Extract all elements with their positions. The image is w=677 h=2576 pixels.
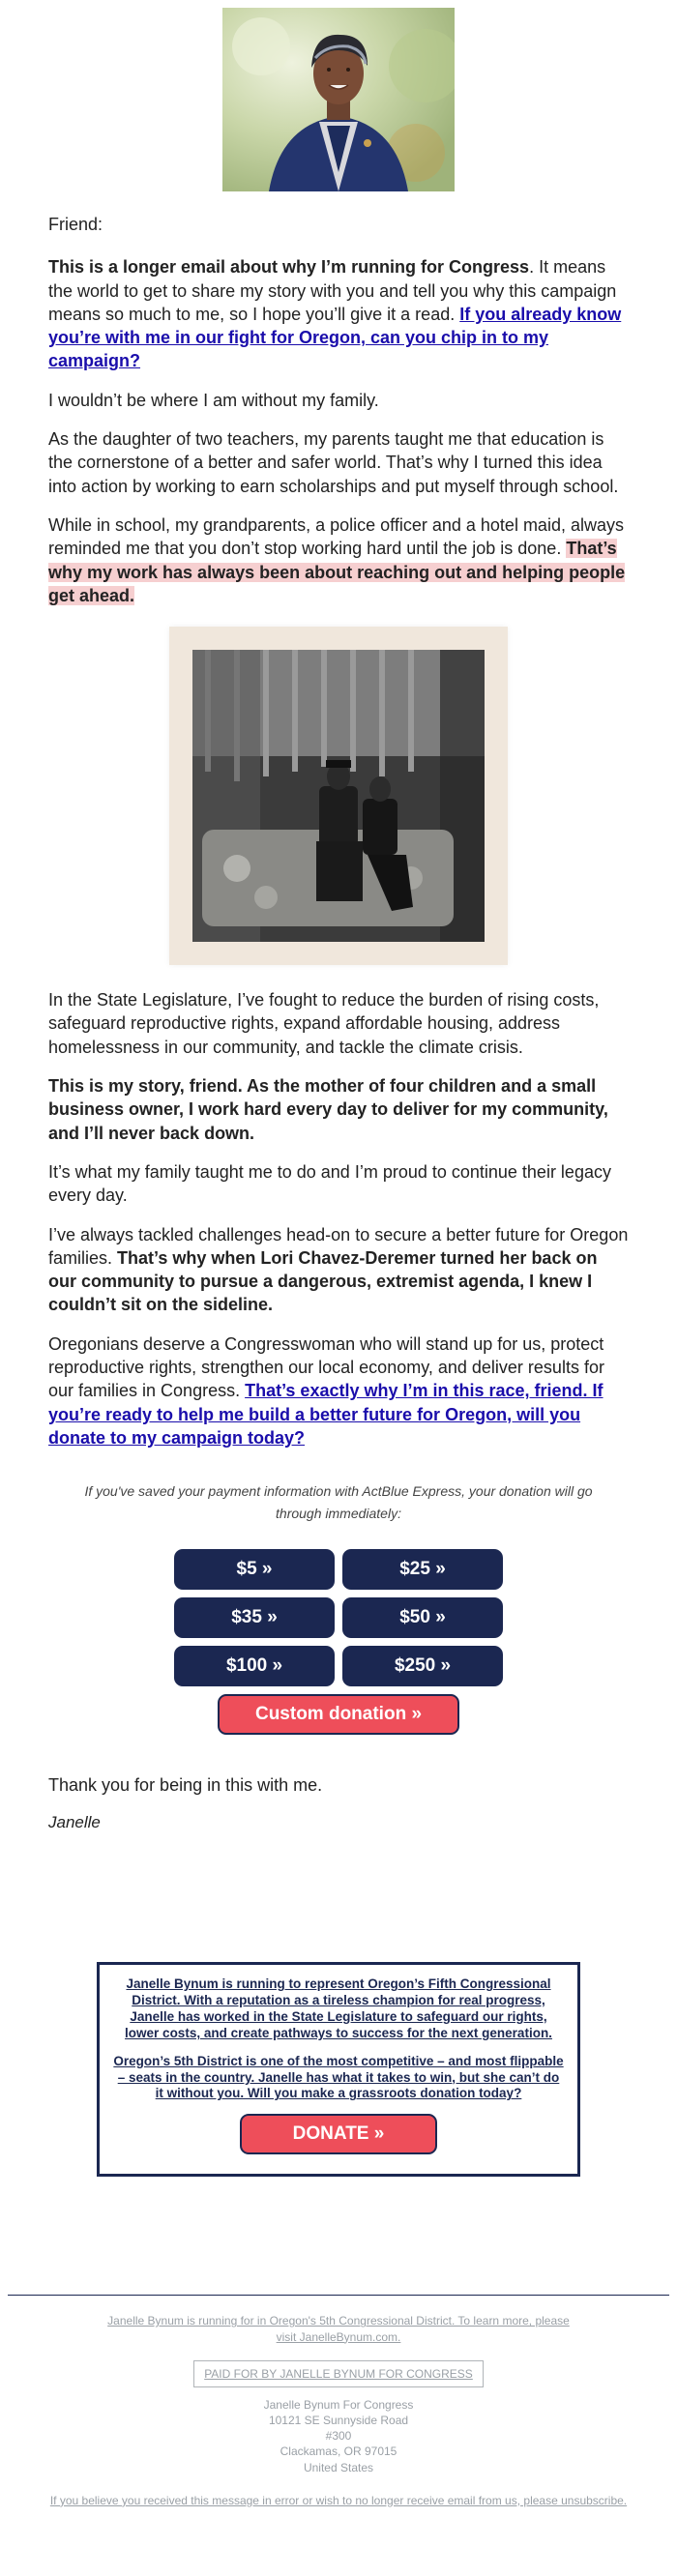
email-body (0, 8, 677, 2524)
challenges-text: I’ve always tackled challenges head-on to secure a better future for Oregon families. (48, 1224, 629, 1268)
legacy-paragraph: It’s what my family taught me to do and I’m proud to continue their legacy every day. (48, 1161, 611, 1206)
address-line: United States (303, 2460, 374, 2474)
vintage-family-photo (169, 627, 508, 965)
challenges-paragraph (48, 1223, 629, 1317)
challenges-bold: That’s why when Lori Chavez-Deremer turned her back on our community to pursue a dangerous, extremist agenda, I knew I couldn’t sit on the sideline. (48, 1247, 598, 1315)
donate-50-button[interactable]: $50 » (342, 1597, 503, 1638)
donate-250-button[interactable]: $250 » (342, 1646, 503, 1686)
intro-bold: This is a longer email about why I’m running for Congress (48, 257, 530, 278)
story-paragraph (48, 1074, 629, 1145)
family-paragraph: I wouldn’t be where I am without my family. (48, 390, 379, 410)
address-line: Janelle Bynum For Congress (263, 2397, 414, 2412)
donation-buttons (174, 1549, 503, 1686)
info-box (97, 1962, 580, 2177)
story-bold: This is my story, friend. As the mother of four children and a small business owner, I work hard every day to deliver for my community, and I’ll never back down. (48, 1076, 608, 1143)
congresswoman-text: Oregonians deserve a Congresswoman who will stand up for us, protect reproductive rights, strengthen our local economy, and deliver results for our families in Congress. (48, 1333, 604, 1401)
intro-paragraph (48, 255, 629, 372)
footer-divider (8, 2295, 669, 2296)
address-line: #300 (325, 2429, 352, 2444)
donate-100-button[interactable]: $100 » (174, 1646, 335, 1686)
grandparents-paragraph (48, 513, 629, 607)
donate-25-button[interactable]: $25 » (342, 1549, 503, 1590)
education-paragraph: As the daughter of two teachers, my parents taught me that education is the cornerstone of a better and safer world. That’s why I turned this idea into action by working to earn scholarships and put myself through school. (48, 429, 619, 496)
legislature-paragraph: In the State Legislature, I’ve fought to reduce the burden of rising costs, safeguard reproductive rights, expand affordable housing, address homelessness in our community, and tackle the climate crisis. (48, 990, 600, 1057)
donate-5-button[interactable]: $5 » (174, 1549, 335, 1590)
chip-in-link[interactable]: If you already know you’re with me in our fight for Oregon, can you chip in to my campaign? (48, 304, 622, 371)
info-box-text-2[interactable]: Oregon’s 5th District is one of the most competitive – and most flippable – seats in the country. Janelle has what it takes to win, but she can’t do it without you. Will you make a grassroots donation today? (113, 2053, 564, 2101)
footer (0, 2313, 677, 2524)
donate-35-button[interactable]: $35 » (174, 1597, 335, 1638)
vintage-photo-image (169, 627, 508, 965)
closing (0, 1773, 677, 1834)
address-line: 10121 SE Sunnyside Road (268, 2414, 409, 2428)
info-box-text-1[interactable]: Janelle Bynum is running to represent Oregon’s Fifth Congressional District. With a reputation as a tireless champion for real progress, Janelle has worked in the State Legislature to safeguard our rights, lower costs, and create pathways to success for the next generation. (125, 1976, 552, 2040)
grandparents-text: While in school, my grandparents, a police officer and a hotel maid, always reminded me that you don’t stop working hard until the job is done. (48, 514, 624, 559)
unsubscribe-text (0, 2493, 677, 2524)
donate-today-link[interactable]: That’s exactly why I’m in this race, friend. If you’re ready to help me build a better future for Oregon, will you donate to my campaign today? (48, 1381, 603, 1448)
candidate-portrait-image (222, 8, 455, 191)
thanks-text: Thank you for being in this with me. (48, 1774, 323, 1795)
box-donate-button[interactable]: DONATE » (240, 2114, 437, 2154)
intro-text: . It means the world to get to share my story with you and tell you why this campaign means so much to me, so I hope you’ll give it a read. (48, 257, 617, 324)
congresswoman-paragraph (48, 1332, 629, 1449)
greeting: Friend: (48, 215, 103, 234)
address-line: Clackamas, OR 97015 (280, 2444, 397, 2459)
email-content (0, 213, 677, 1449)
custom-donation-button[interactable]: Custom donation » (218, 1694, 459, 1735)
footer-address (0, 2397, 677, 2475)
candidate-portrait (222, 8, 455, 191)
paid-for-by[interactable]: PAID FOR BY JANELLE BYNUM FOR CONGRESS (193, 2360, 484, 2387)
unsubscribe-link[interactable]: If you believe you received this message in error or wish to no longer receive email from us, please unsubscribe. (49, 2493, 628, 2507)
highlighted-text: That’s why my work has always been about reaching out and helping people get ahead. (48, 539, 626, 605)
footer-website-link[interactable]: Janelle Bynum is running for in Oregon's 5th Congressional District. To learn more, please visit JanelleBynum.com. (107, 2314, 570, 2344)
actblue-note: If you've saved your payment information with ActBlue Express, your donation will go through immediately: (84, 1483, 593, 1521)
signature: Janelle (48, 1813, 101, 1832)
